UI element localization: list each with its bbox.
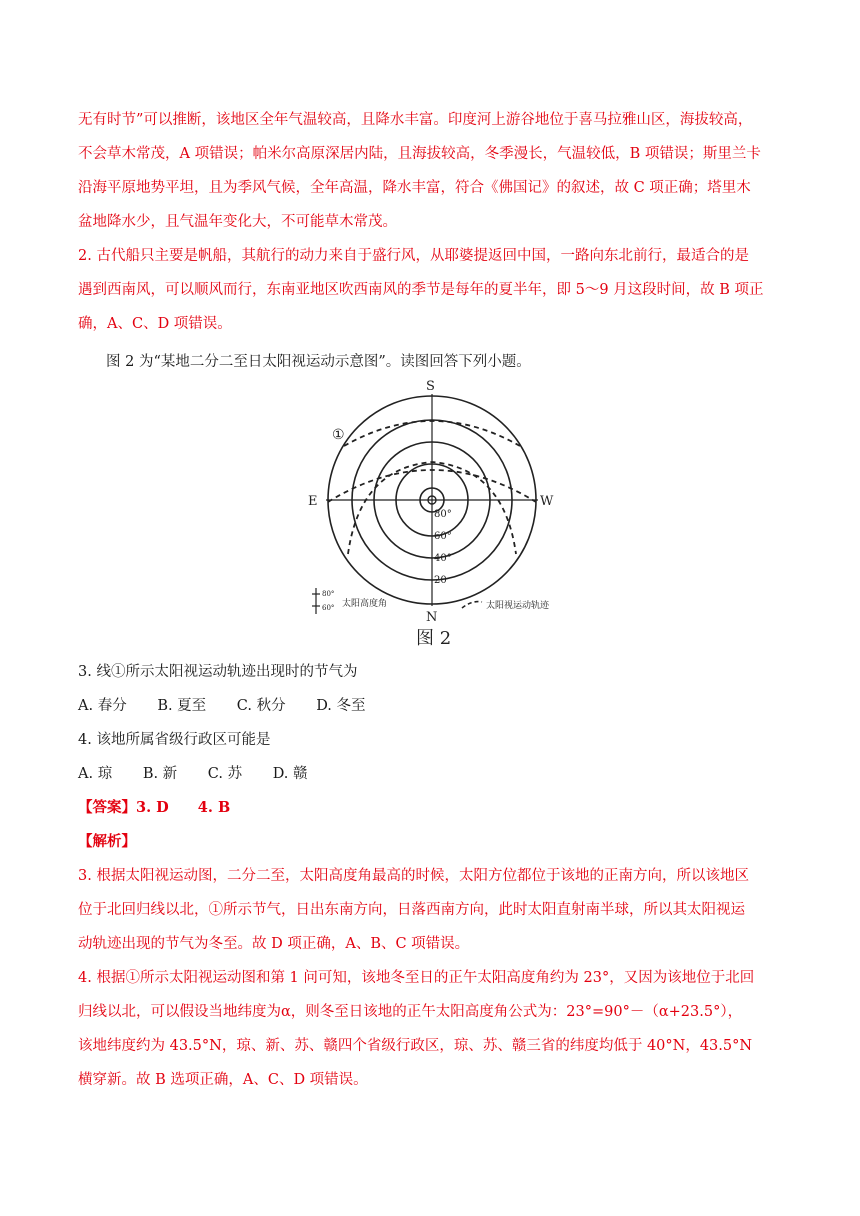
analysis-line: 横穿新。故 B 选项正确，A、C、D 项错误。 [78,1072,368,1088]
question-3-stem: 3. 线①所示太阳视运动轨迹出现时的节气为 [78,664,358,680]
option-d: D. 冬至 [316,698,366,714]
legend-track-sample [462,602,482,608]
altitude-label-80: 80° [434,509,452,520]
answer-line: 【答案】3. D 4. B [78,799,231,816]
figure-intro: 图 2 为“某地二分二至日太阳视运动示意图”。读图回答下列小题。 [106,354,531,370]
explanation-line: 不会草木常茂，A 项错误；帕米尔高原深居内陆，且海拔较高，冬季漫长，气温较低，B 项错误；斯里兰卡 [78,146,761,162]
altitude-label-20: 20 [434,575,447,586]
explanation-line: 盆地降水少，且气温年变化大，不可能草木常茂。 [78,214,397,230]
legend-scale-60: 60° [322,604,335,612]
analysis-label: 【解析】 [78,833,136,850]
analysis-line: 3. 根据太阳视运动图，二分二至，太阳高度角最高的时候，太阳方位都位于该地的正南方向，所以该地区 [78,868,749,884]
analysis-line: 该地纬度约为 43.5°N，琼、新、苏、赣四个省级行政区，琼、苏、赣三省的纬度均低于 40°N，43.5°N [78,1038,753,1054]
track-marker-1: ① [332,427,345,443]
direction-north-label: N [426,610,438,625]
direction-west-label: W [540,494,554,509]
question-4-stem: 4. 该地所属省级行政区可能是 [78,732,271,748]
explanation-line: 确，A、C、D 项错误。 [78,316,232,332]
legend-altitude-label: 太阳高度角 [342,599,388,609]
option-a: A. 春分 [78,698,127,714]
option-d: D. 赣 [272,766,308,782]
altitude-label-40: 40° [434,553,452,564]
analysis-line: 位于北回归线以北，①所示节气，日出东南方向，日落西南方向，此时太阳直射南半球，所以其太阳视运 [78,902,745,918]
direction-south-label: S [426,379,435,394]
explanation-line: 遇到西南风，可以顺风而行，东南亚地区吹西南风的季节是每年的夏半年，即 5～9 月这段时间，故 B 项正 [78,282,764,298]
figure-caption: 图 2 [416,628,452,649]
direction-east-label: E [308,494,318,509]
option-c: C. 苏 [207,766,243,782]
explanation-line: 无有时节”可以推断，该地区全年气温较高，且降水丰富。印度河上游谷地位于喜马拉雅山区，海拔较高， [78,112,753,128]
option-a: A. 琼 [78,766,113,782]
option-c: C. 秋分 [236,698,286,714]
analysis-line: 动轨迹出现的节气为冬至。故 D 项正确，A、B、C 项错误。 [78,936,470,952]
explanation-line: 2. 古代船只主要是帆船，其航行的动力来自于盛行风，从耶婆提返回中国，一路向东北前行，最适合的是 [78,248,749,264]
explanation-line: 沿海平原地势平坦，且为季风气候，全年高温，降水丰富，符合《佛国记》的叙述，故 C 项正确；塔里木 [78,180,751,196]
question-4-options [78,763,782,785]
altitude-label-60: 60° [434,531,452,542]
option-b: B. 夏至 [157,698,207,714]
analysis-line: 归线以北，可以假设当地纬度为α，则冬至日该地的正午太阳高度角公式为：23°=90°－（α+23.5°）， [78,1004,743,1020]
analysis-line: 4. 根据①所示太阳视运动图和第 1 问可知，该地冬至日的正午太阳高度角约为 23°，又因为该地位于北回 [78,970,755,986]
sun-path-diagram [300,378,562,650]
legend-track-label: 太阳视运动轨迹 [486,601,550,611]
question-3-options [78,695,782,717]
option-b: B. 新 [142,766,178,782]
legend-scale-80: 80° [322,590,335,598]
